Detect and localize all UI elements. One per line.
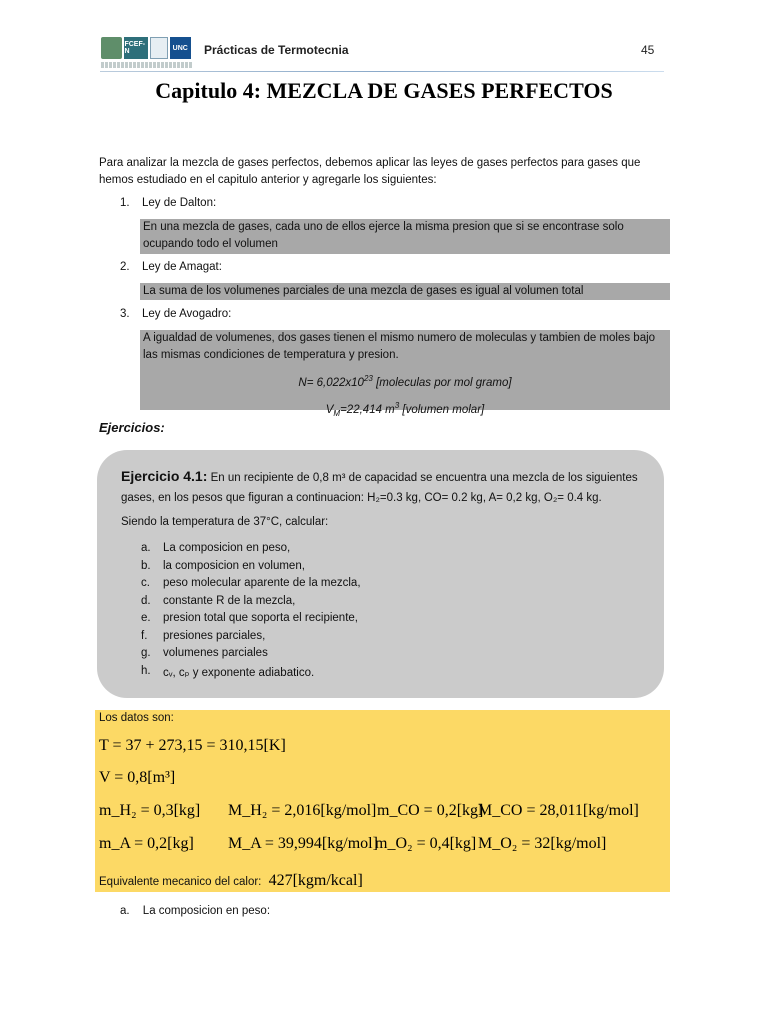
section-title-ejercicios: Ejercicios: (99, 420, 165, 435)
header-title: Prácticas de Termotecnia (204, 43, 349, 57)
heat-equivalent-label: Equivalente mecanico del calor: (99, 876, 262, 888)
law-box-amagat: La suma de los volumenes parciales de una mezcla de gases es igual al volumen total (140, 283, 670, 300)
law-number: 1. (120, 197, 130, 209)
page-number: 45 (641, 43, 655, 57)
law-number: 2. (120, 261, 130, 273)
header-divider (100, 71, 664, 72)
mass-h2: m_H₂ = 0,3[kg] (99, 802, 201, 819)
equation-temperature: T = 37 + 273,15 = 310,15[K] (99, 737, 286, 754)
equation-volume: V = 0,8[m³] (99, 769, 176, 786)
molar-mass-co: M_CO = 28,011[kg/mol] (478, 802, 639, 819)
heat-equivalent-line (99, 872, 363, 890)
avogadro-text: A igualdad de volumenes, dos gases tienen el mismo numero de moleculas y tambien de moles bajo las mismas condiciones de temperatura y presion. (143, 332, 656, 361)
exercise-text: En un recipiente de 0,8 m³ de capacidad se encuentra una mezcla de los siguientes gases, en los pesos que figuran a continuacion: H₂=0.3 kg, CO= 0.2 kg, A= 0,2 kg, O₂= 0.4 kg. (121, 472, 638, 504)
next-item-text: La composicion en peso: (142, 905, 271, 917)
exercise-temperature: Siendo la temperatura de 37°C, calcular: (121, 516, 329, 528)
molar-volume-line: $V_M=22,414$ $m^3$ [volumen molar] (325, 400, 485, 418)
law-name: Ley de Dalton: (142, 197, 217, 209)
heat-equivalent-value: 427[kgm/kcal] (268, 872, 363, 889)
molar-mass-a: M_A = 39,994[kg/mol] (228, 835, 378, 852)
law-item-amagat (120, 261, 420, 277)
law-name: Ley de Amagat: (142, 261, 222, 273)
logo-crest-icon (150, 37, 168, 59)
avogadro-number-line: $N= 6,022x10^{23}$ [moleculas por mol gramo] (298, 374, 512, 389)
intro-paragraph: Para analizar la mezcla de gases perfectos, debemos aplicar las leyes de gases perfectos para gases que hemos estudiado en el capitulo anterior y agregarle los siguientes: (99, 157, 641, 186)
law-box-avogadro (140, 330, 670, 418)
exercise-statement (121, 466, 651, 508)
law-box-dalton: En una mezcla de gases, cada uno de ellos ejerce la misma presion que si se encontrase solo ocupando todo el volumen (140, 219, 670, 254)
logo-unc: UNC (170, 37, 191, 59)
exercise-heading: Ejercicio 4.1: (121, 468, 208, 484)
logo-fcefn: FCEF-N (124, 37, 147, 59)
next-item-letter: a. (120, 905, 130, 917)
law-item-avogadro (120, 308, 420, 324)
law-number: 3. (120, 308, 130, 320)
next-item (120, 905, 270, 917)
header-logos (101, 37, 191, 65)
mass-a: m_A = 0,2[kg] (99, 835, 194, 852)
data-label: Los datos son: (99, 712, 174, 724)
mass-co: m_CO = 0,2[kg] (377, 802, 484, 819)
molar-mass-o2: M_O₂ = 32[kg/mol] (478, 835, 607, 852)
logo-green-icon (101, 37, 122, 59)
molar-mass-h2: M_H₂ = 2,016[kg/mol] (228, 802, 377, 819)
mass-o2: m_O₂ = 0,4[kg] (375, 835, 477, 852)
chapter-title: Capitulo 4: MEZCLA DE GASES PERFECTOS (155, 78, 613, 103)
law-item-dalton (120, 197, 420, 213)
logo-caption-decoration (101, 62, 193, 68)
law-name: Ley de Avogadro: (142, 308, 232, 320)
